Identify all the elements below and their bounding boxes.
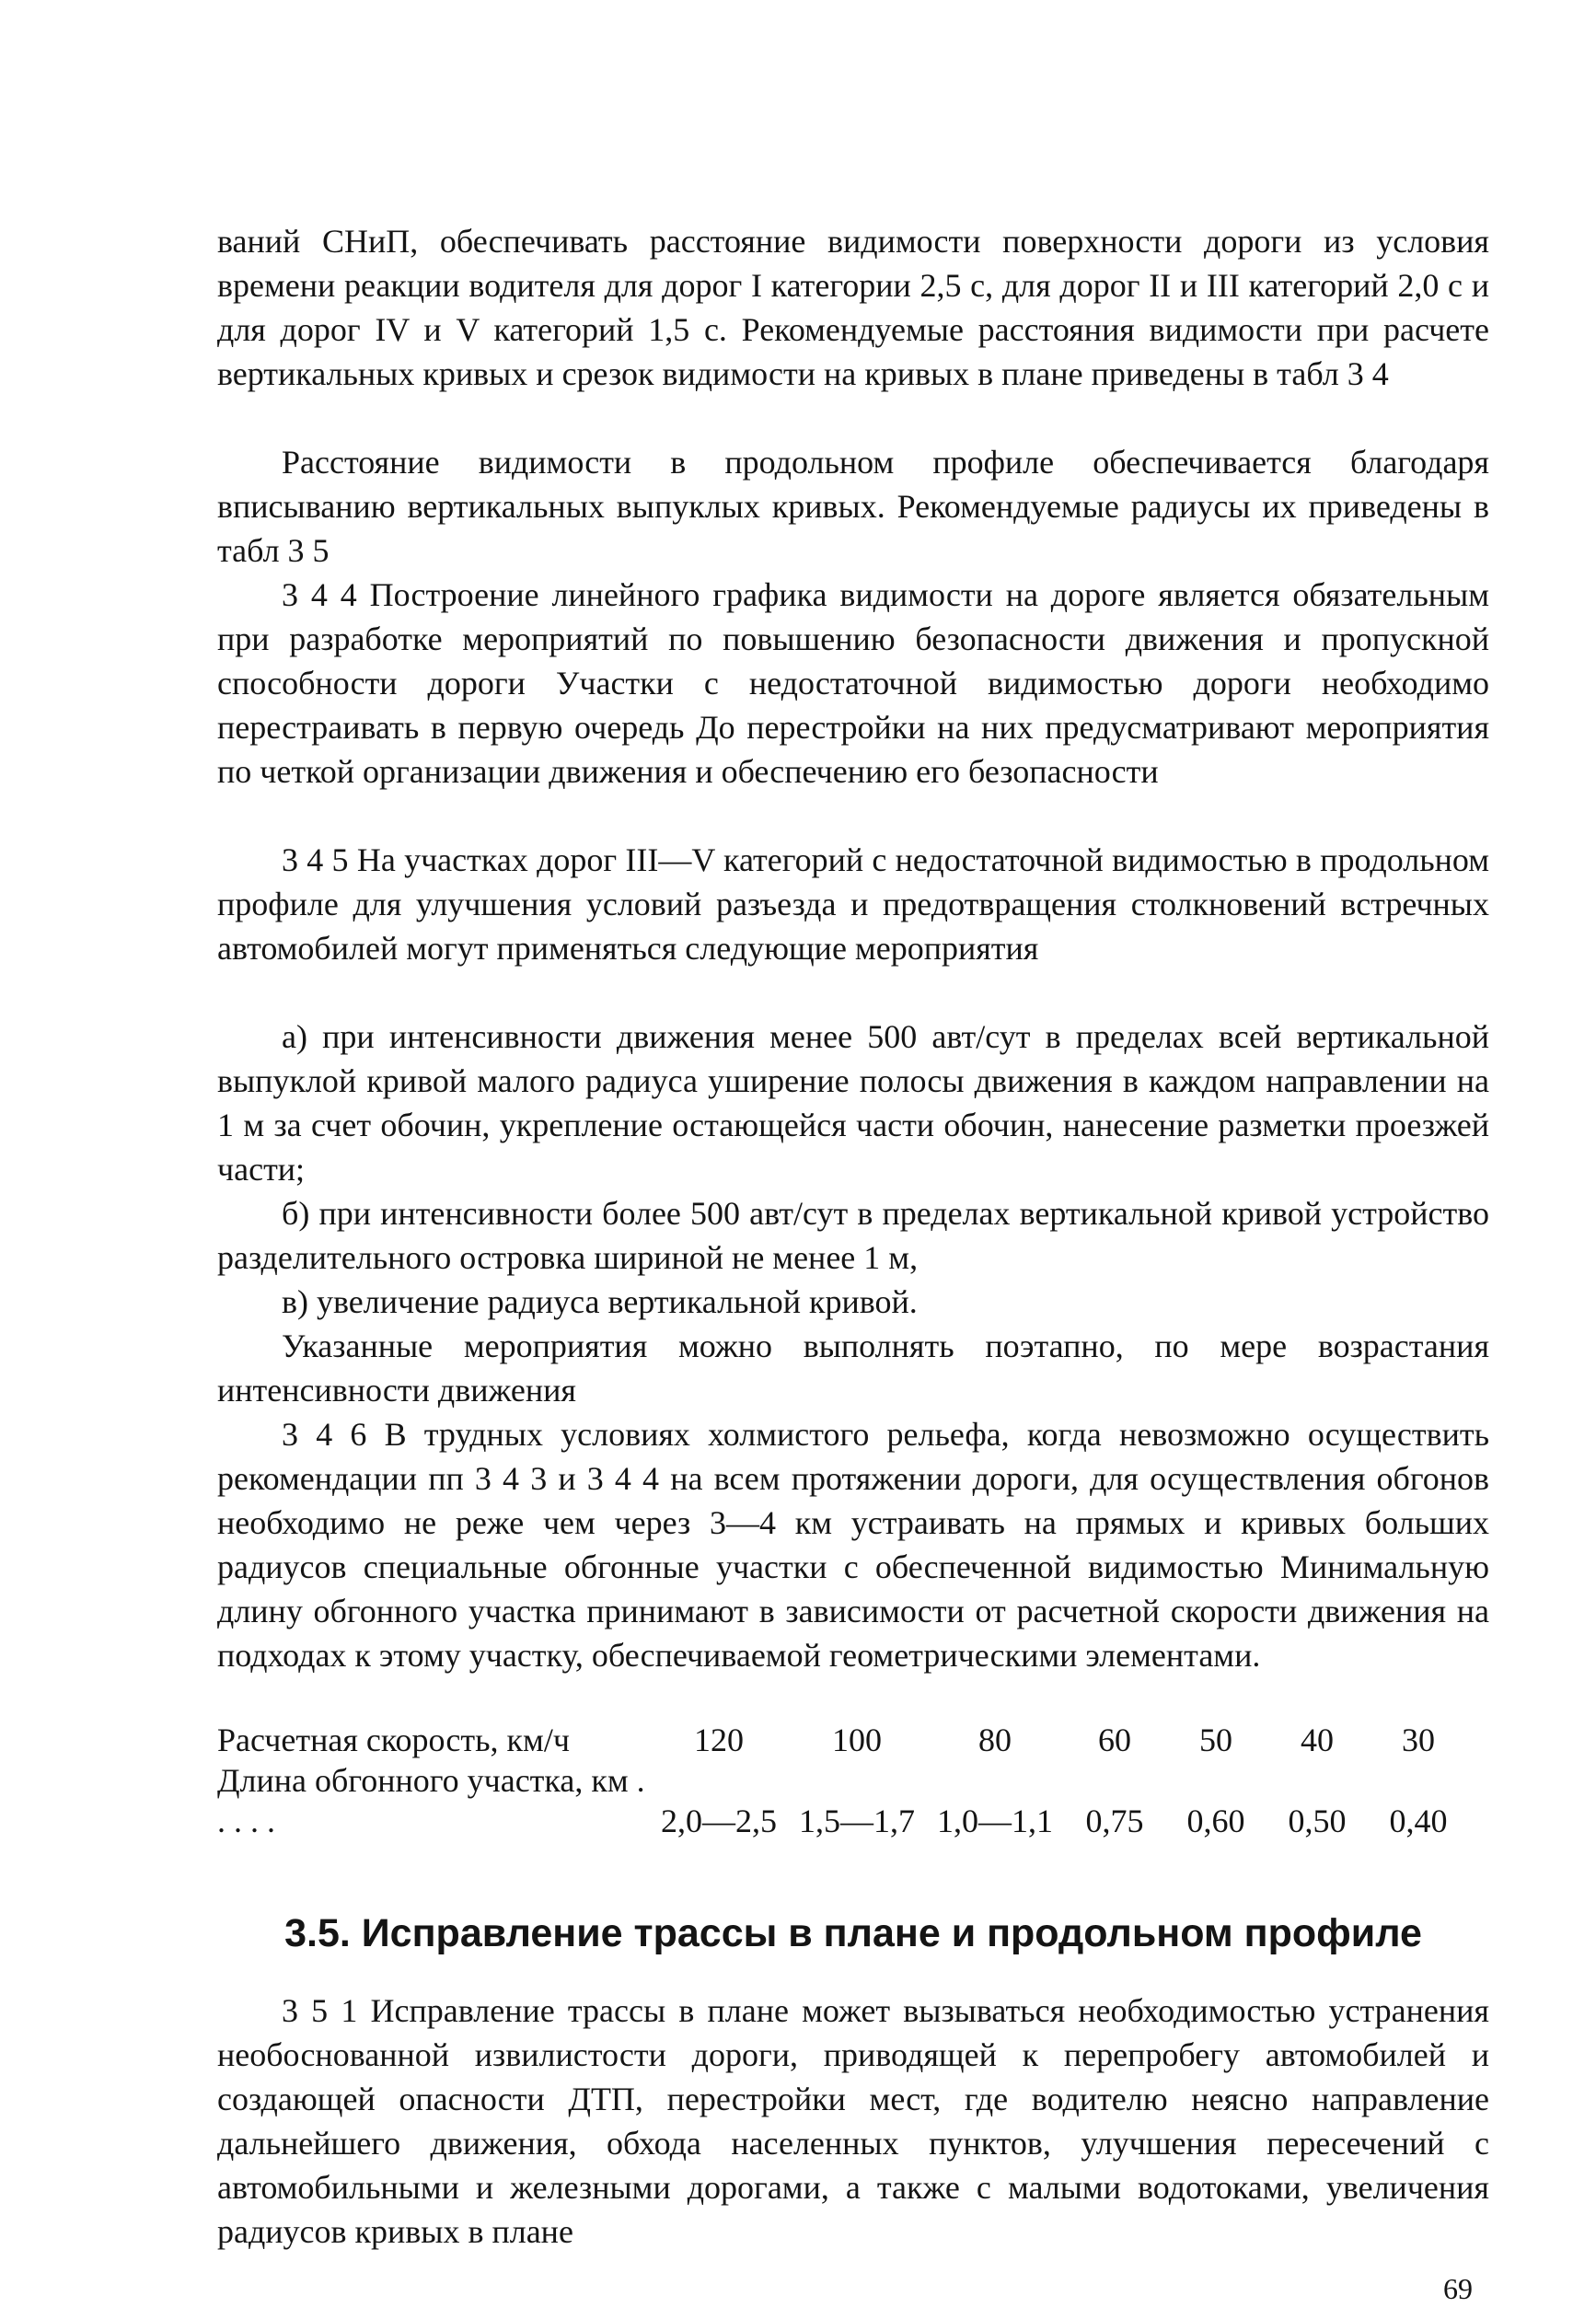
table-row-label-speed: Расчетная скорость, км/ч: [217, 1722, 570, 1758]
table-cell-speed: 120: [694, 1722, 744, 1758]
table-cell-length: 2,0—2,5: [661, 1803, 777, 1839]
overtaking-length-table: [217, 1720, 1489, 1841]
table-cell-speed: 60: [1098, 1722, 1131, 1758]
table-cell-length: 0,75: [1085, 1803, 1144, 1839]
table-cell-speed: 100: [832, 1722, 882, 1758]
paragraph-3-5-1: 3 5 1 Исправление трассы в плане может вызываться необходимостью устранения необоснованной извилистости дороги, приводящей к перепробегу автомобилей и создающей опасности ДТП, перестройки мест, где водителю неясно направление дальнейшего движения, обхода населенных пунктов, улучшения пересечений с автомобильными и железными дорогами, а также с малыми водотоками, увеличения радиусов кривых в плане: [217, 1992, 1489, 2250]
paragraph-staged-measures: Указанные мероприятия можно выполнять поэтапно, по мере возрастания интенсивности движения: [217, 1328, 1489, 1409]
table-row-label-length: Длина обгонного участка, км . . . . .: [217, 1762, 645, 1839]
paragraph-3-4-6: 3 4 6 В трудных условиях холмистого рельефа, когда невозможно осуществить рекомендации пп 3 4 3 и 3 4 4 на всем протяжении дороги, для осуществления обгонов необходимо не реже чем через 3—4 км устраивать на прямых и кривых больших радиусов специальные обгонные участки с обеспеченной видимостью Минимальную длину обгонного участка принимают в зависимости от расчетной скорости движения на подходах к этому участку, обеспечиваемой геометрическими элементами.: [217, 1416, 1489, 1674]
table-cell-speed: 80: [978, 1722, 1012, 1758]
page-number: 69: [1443, 2272, 1473, 2305]
measure-item-a: а) при интенсивности движения менее 500 авт/сут в пределах всей вертикальной выпуклой кривой малого радиуса уширение полосы движения в каждом направлении на 1 м за счет обочин, укрепление остающейся части обочин, нанесение разметки проезжей части;: [217, 1018, 1489, 1188]
speed-length-table: [217, 1720, 1469, 1841]
table-cell-speed: 30: [1402, 1722, 1435, 1758]
table-cell-length: 0,60: [1186, 1803, 1245, 1839]
paragraph-3-4-5: 3 4 5 На участках дорог III—V категорий с недостаточной видимостью в продольном профиле для улучшения условий разъезда и предотвращения столкновений встречных автомобилей могут применяться следующие мероприятия: [217, 841, 1489, 967]
table-cell-speed: 40: [1301, 1722, 1334, 1758]
paragraph-3-4-4: 3 4 4 Построение линейного графика видимости на дороге является обязательным при разработке мероприятий по повышению безопасности движения и пропускной способности дороги Участки с недостаточной видимостью дороги необходимо перестраивать в первую очередь До перестройки на них предусматривают мероприятия по четкой организации движения и обеспечению его безопасности: [217, 576, 1489, 790]
paragraph-visibility-reaction-time: ваний СНиП, обеспечивать расстояние видимости поверхности дороги из условия времени реакции водителя для дорог I категории 2,5 с, для дорог II и III категорий 2,0 с и для дорог IV и V категорий 1,5 с. Рекомендуемые расстояния видимости при расчете вертикальных кривых и срезок видимости на кривых в плане приведены в табл 3 4: [217, 223, 1489, 392]
table-row-length: [217, 1760, 1469, 1841]
table-cell-speed: 50: [1199, 1722, 1232, 1758]
table-cell-length: 0,40: [1389, 1803, 1448, 1839]
table-cell-length: 0,50: [1288, 1803, 1347, 1839]
table-cell-length: 1,5—1,7: [799, 1803, 915, 1839]
paragraph-longitudinal-profile-visibility: Расстояние видимости в продольном профиле обеспечивается благодаря вписыванию вертикальных выпуклых кривых. Рекомендуемые радиусы их приведены в табл 3 5: [217, 444, 1489, 569]
table-row-speed: [217, 1720, 1469, 1760]
measure-item-c: в) увеличение радиуса вертикальной кривой.: [282, 1283, 918, 1320]
measures-list: [217, 1015, 1489, 1324]
measure-item-b: б) при интенсивности более 500 авт/сут в пределах вертикальной кривой устройство разделительного островка шириной не менее 1 м,: [217, 1195, 1489, 1276]
table-cell-length: 1,0—1,1: [937, 1803, 1053, 1839]
section-heading: 3.5. Исправление трассы в плане и продольном профиле: [284, 1911, 1422, 1955]
